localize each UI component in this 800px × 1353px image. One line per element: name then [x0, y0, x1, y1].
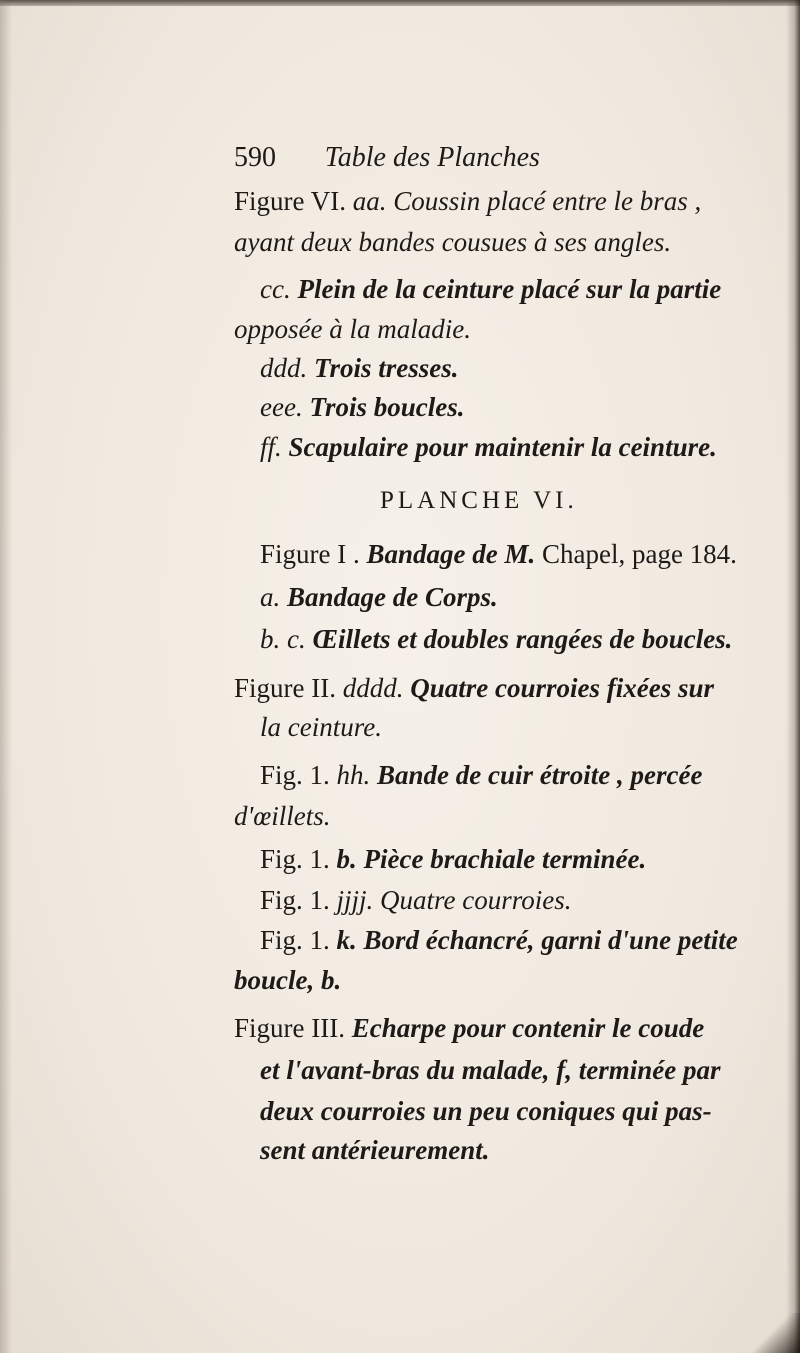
page-right-shadow [786, 0, 800, 1353]
text-span: ddd. [260, 353, 314, 383]
text-line [234, 185, 701, 217]
text-line [260, 431, 717, 463]
text-line [260, 538, 737, 570]
text-span: Fig. 1. [260, 925, 337, 955]
text-line [234, 1012, 704, 1044]
text-span: ff. [260, 432, 289, 462]
text-span: Trois tresses. [314, 353, 459, 383]
text-line [260, 759, 702, 791]
text-line [260, 924, 738, 956]
text-line [260, 843, 646, 875]
text-line [260, 884, 572, 916]
text-line: sent antérieurement. [260, 1135, 490, 1165]
text-span: dddd. [342, 673, 411, 703]
text-line [260, 391, 464, 423]
text-span: Bandage de M. [366, 539, 536, 569]
text-line [260, 273, 721, 305]
text-span: Fig. 1. [260, 844, 337, 874]
text-line [260, 352, 459, 384]
text-span: k. Bord échancré, garni d'une petite [336, 925, 738, 955]
text-span: Fig. 1. [260, 760, 337, 790]
text-span: Fig. 1. [260, 885, 337, 915]
page-top-edge [0, 0, 800, 6]
text-span: Trois boucles. [309, 392, 465, 422]
page-header [234, 141, 540, 174]
text-line: d'œillets. [234, 801, 331, 831]
text-line: boucle, b. [234, 965, 342, 995]
text-span: b. Pièce brachiale terminée. [336, 844, 647, 874]
text-span: Figure III. [234, 1013, 352, 1043]
text-line [260, 623, 732, 655]
text-line [260, 581, 498, 613]
running-title: Table des Planches [324, 142, 540, 173]
text-span: Figure II. [234, 673, 343, 703]
text-line: la ceinture. [260, 712, 382, 742]
text-span: Plein de la ceinture placé sur la partie [297, 274, 722, 304]
text-line: et l'avant-bras du malade, f, terminée par [260, 1055, 721, 1085]
page-left-shadow [0, 0, 12, 1353]
text-line: opposée à la maladie. [234, 314, 471, 344]
text-span: Scapulaire pour maintenir la ceinture. [288, 432, 717, 462]
text-span: hh. [336, 760, 378, 790]
plate-heading: PLANCHE VI. [380, 487, 578, 514]
text-span: Figure I . [260, 539, 367, 569]
text-span: aa. Coussin placé entre le bras , [352, 186, 702, 216]
text-span: jjjj. Quatre courroies. [336, 885, 572, 915]
text-span: b. c. [260, 624, 313, 654]
text-span: Figure VI. [234, 186, 353, 216]
page-number: 590 [234, 142, 276, 173]
text-span: eee. [260, 392, 310, 422]
text-span: Quatre courroies fixées sur [410, 673, 714, 703]
text-line: ayant deux bandes cousues à ses angles. [234, 227, 672, 257]
text-span: Bande de cuir étroite , percée [377, 760, 703, 790]
page-corner-shadow [740, 1313, 800, 1353]
text-span: Bandage de Corps. [287, 582, 498, 612]
text-line: deux courroies un peu coniques qui pas- [260, 1096, 712, 1126]
text-span: Chapel, page 184. [535, 539, 737, 569]
text-line [234, 672, 714, 704]
text-span: cc. [260, 274, 298, 304]
text-span: Echarpe pour contenir le coude [351, 1013, 705, 1043]
text-span: Œillets et doubles rangées de boucles. [312, 624, 733, 654]
text-span: a. [260, 582, 287, 612]
